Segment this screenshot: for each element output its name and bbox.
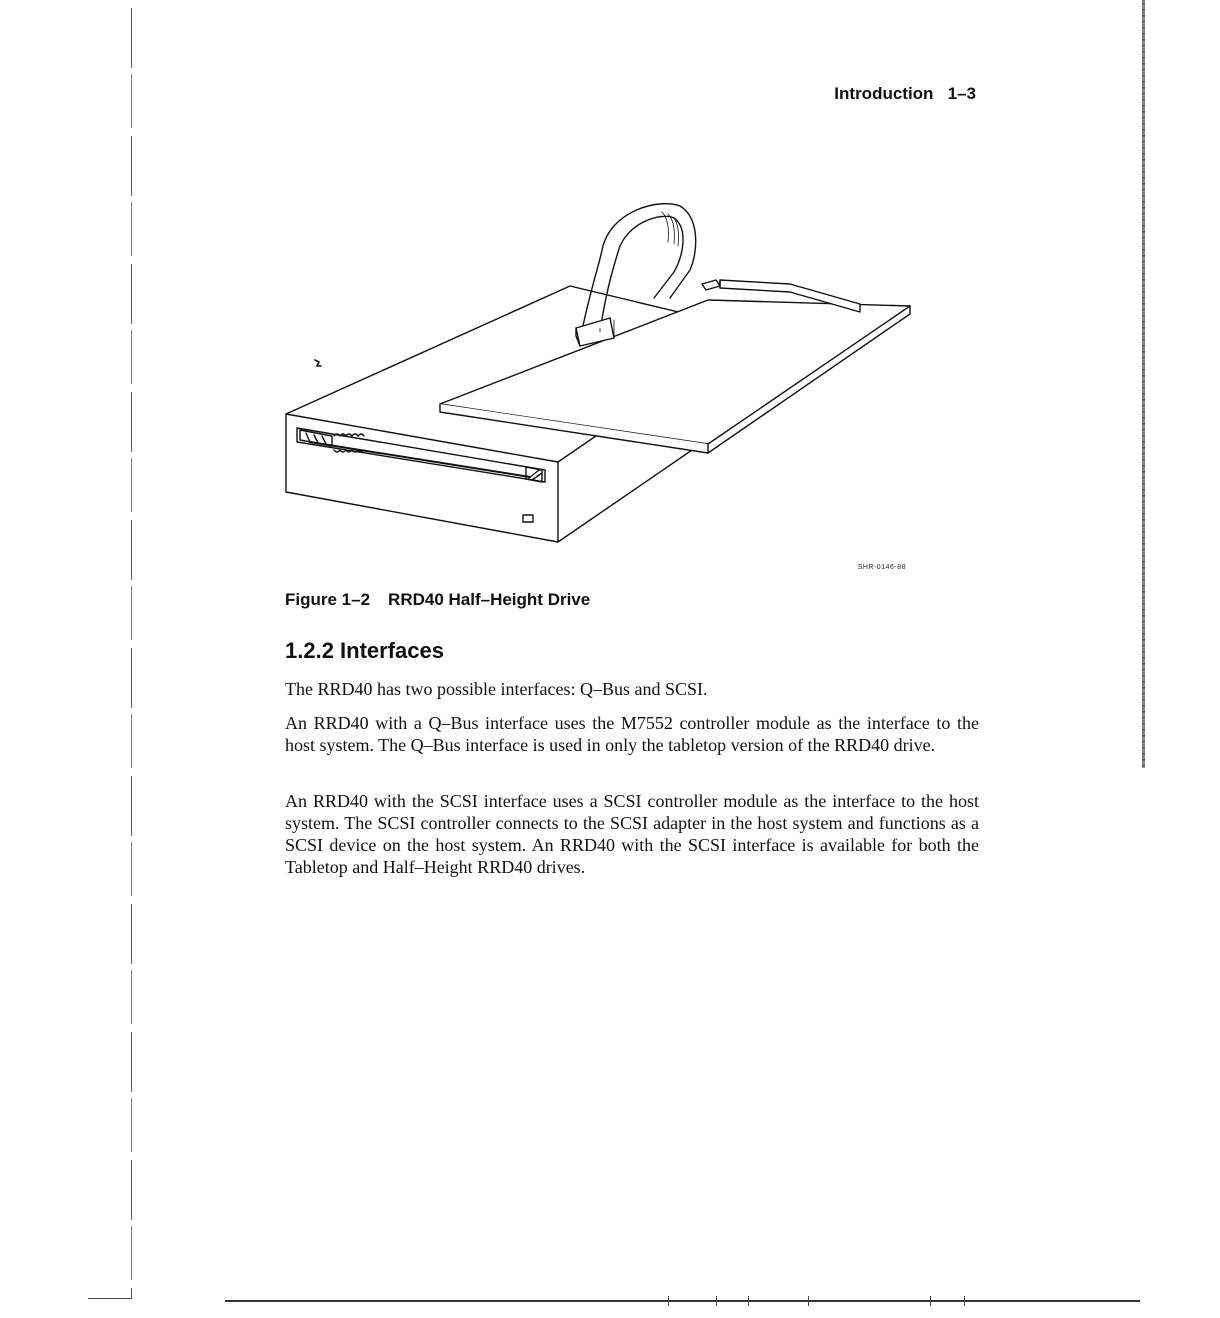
scan-corner-mark	[88, 1298, 132, 1299]
figure-drive-illustration	[270, 190, 930, 560]
scan-tick	[964, 1296, 965, 1306]
figure-caption-title: RRD40 Half–Height Drive	[388, 590, 591, 609]
screw-glyph	[315, 360, 321, 366]
scan-bottom-rule	[225, 1300, 1140, 1302]
section-heading: 1.2.2 Interfaces	[285, 638, 444, 663]
paragraph-3: An RRD40 with the SCSI interface uses a SCSI controller module as the interface to the host system. The SCSI controller connects to the SCSI adapter in the host system and functions as a SCSI device on the host system. An RRD40 with the SCSI interface is available for both the Tabletop and Half–Height RRD40 drives.	[285, 791, 979, 877]
scan-tick	[668, 1296, 669, 1306]
figure-caption	[285, 590, 590, 610]
running-head	[700, 84, 976, 104]
scan-binding-edge	[131, 8, 132, 1298]
board-small-connector	[702, 280, 720, 290]
drive-illustration-svg	[270, 190, 930, 560]
running-head-page: 1–3	[947, 84, 976, 103]
running-head-section: Introduction	[834, 84, 934, 103]
scan-tick	[930, 1296, 931, 1306]
paragraph-1: The RRD40 has two possible interfaces: Q–Bus and SCSI.	[285, 679, 708, 699]
scan-right-edge	[1142, 0, 1145, 768]
scan-tick	[748, 1296, 749, 1306]
paragraph-2: An RRD40 with a Q–Bus interface uses the M7552 controller module as the interface to the host system. The Q–Bus interface is used in only the tabletop version of the RRD40 drive.	[285, 713, 979, 755]
figure-art-code: SHR-0146-88	[857, 564, 906, 571]
scan-tick	[716, 1296, 717, 1306]
ribbon-cable-lines	[662, 212, 679, 246]
scan-tick	[808, 1296, 809, 1306]
figure-caption-number: Figure 1–2	[285, 590, 371, 609]
